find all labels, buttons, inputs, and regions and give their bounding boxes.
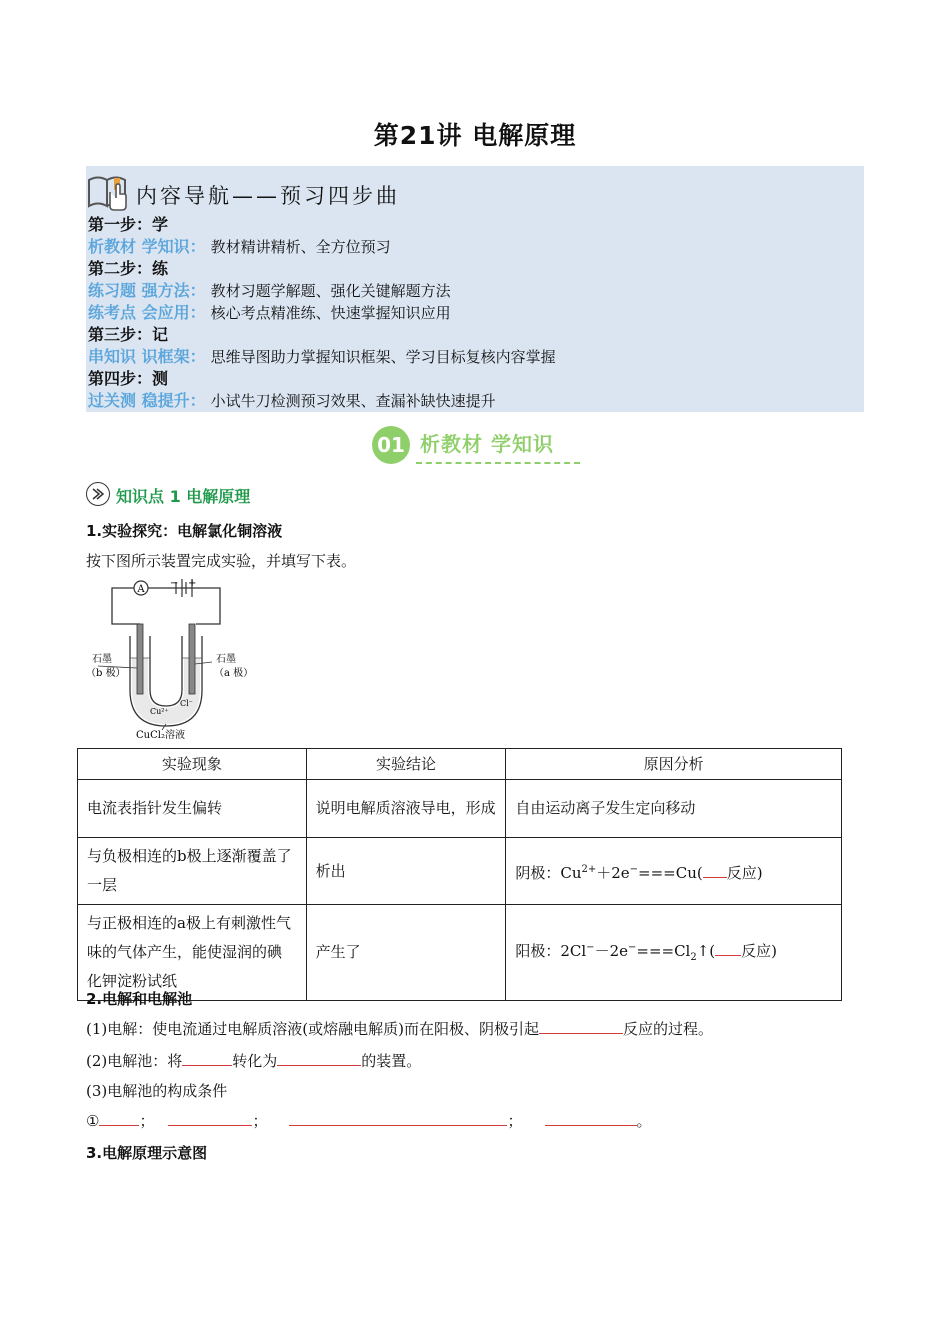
- section-1-heading: 1.实验探究：电解氯化铜溶液: [86, 522, 283, 540]
- section-2-item-2: [86, 1050, 421, 1071]
- table-row: [78, 780, 842, 838]
- cathode-eq-suffix: 反应): [726, 863, 763, 882]
- answer-blank[interactable]: [703, 863, 727, 878]
- item-4-marker: ①: [86, 1112, 100, 1130]
- step-3-item-highlight: 串知识 识框架：: [88, 347, 206, 366]
- step-2-label: 第二步：练: [88, 259, 169, 278]
- answer-blank[interactable]: [715, 941, 741, 956]
- page-title: 第21讲 电解原理: [373, 121, 577, 150]
- table-cell: 与负极相连的b极上逐渐覆盖了一层: [78, 838, 307, 905]
- nav-header: [86, 172, 864, 212]
- cathode-eq-prefix: 阴极：Cu: [515, 863, 582, 882]
- anode-eq-product: ===Cl: [636, 942, 691, 960]
- table-cell: 自由运动离子发生定向移动: [506, 780, 842, 838]
- table-header-cell: 实验现象: [78, 749, 307, 780]
- section-2-heading: 2.电解和电解池: [86, 990, 193, 1008]
- answer-blank[interactable]: [99, 1111, 139, 1126]
- graphite-electrode-b: [137, 624, 143, 694]
- anode-eq-prefix: 阳极：2Cl: [515, 942, 587, 960]
- cathode-eq-charge: 2+: [581, 863, 597, 875]
- anode-eq-arrow: ↑(: [696, 942, 716, 960]
- cathode-eq-mid: ＋2e: [596, 863, 630, 882]
- cathode-eq-product: ===Cu(: [638, 863, 703, 882]
- table-cell: 电流表指针发生偏转: [78, 780, 307, 838]
- step-2-item-a: [88, 280, 451, 302]
- table-cell: [506, 905, 842, 1001]
- table-cell: 说明电解质溶液导电，形成: [306, 780, 506, 838]
- battery-plus-label: +: [188, 578, 197, 589]
- step-3-item: [88, 346, 556, 368]
- cl-ion-label: Cl⁻: [180, 699, 193, 708]
- left-electrode-label-1: 石墨: [92, 654, 112, 665]
- cathode-eq-electron-charge: −: [629, 863, 639, 875]
- answer-blank[interactable]: [539, 1019, 623, 1034]
- step-4-label: 第四步：测: [88, 369, 169, 388]
- banner-number: 01: [372, 426, 410, 464]
- experiment-table: [77, 748, 842, 1001]
- left-electrode-label-2: （b 极）: [86, 668, 126, 679]
- table-header-cell: 实验结论: [306, 749, 506, 780]
- answer-blank[interactable]: [277, 1051, 361, 1066]
- step-2-item-b-desc: 核心考点精准练、快速掌握知识应用: [210, 304, 451, 322]
- item-2-suffix: 的装置。: [361, 1052, 422, 1070]
- anode-eq-charge: −: [586, 942, 595, 953]
- item-4-separator: ；: [507, 1112, 523, 1130]
- item-2-mid: 转化为: [232, 1052, 278, 1070]
- battery-minus-label: −: [170, 578, 179, 589]
- answer-blank[interactable]: [289, 1111, 507, 1126]
- answer-blank[interactable]: [182, 1051, 232, 1066]
- table-header-row: [78, 749, 842, 780]
- step-2-item-b-highlight: 练考点 会应用：: [88, 303, 206, 322]
- ammeter-label: A: [137, 584, 145, 595]
- table-header-cell: 原因分析: [506, 749, 842, 780]
- step-3-label: 第三步：记: [88, 325, 169, 344]
- item-4-separator: ；: [252, 1112, 268, 1130]
- item-1-suffix: 反应的过程。: [622, 1020, 713, 1038]
- answer-blank[interactable]: [545, 1111, 637, 1126]
- step-1-label: 第一步：学: [88, 215, 169, 234]
- item-4-end: 。: [636, 1112, 652, 1130]
- step-4-item: [88, 390, 496, 412]
- step-1-item-highlight: 析教材 学知识：: [88, 237, 206, 256]
- nav-title: 内容导航——预习四步曲: [136, 184, 400, 208]
- graphite-electrode-a: [189, 624, 195, 694]
- electrolysis-apparatus-diagram: [86, 578, 266, 744]
- anode-eq-subscript: 2: [690, 952, 697, 963]
- book-pointer-icon: [86, 172, 132, 216]
- cu-ion-label: Cu²⁺: [150, 707, 169, 716]
- ammeter-icon: [134, 581, 148, 595]
- banner-text: 析教材 学知识: [420, 432, 554, 456]
- section-2-item-4: [86, 1110, 652, 1131]
- answer-blank[interactable]: [168, 1111, 252, 1126]
- step-1-item-desc: 教材精讲精析、全方位预习: [210, 238, 391, 256]
- step-4-item-desc: 小试牛刀检测预习效果、查漏补缺快速提升: [210, 392, 496, 410]
- item-4-separator: ；: [139, 1112, 155, 1130]
- content-navigation-box: [86, 166, 864, 412]
- step-3-item-desc: 思维导图助力掌握知识框架、学习目标复核内容掌握: [210, 348, 556, 366]
- section-1-intro: 按下图所示装置完成实验，并填写下表。: [86, 552, 357, 570]
- table-cell: [506, 838, 842, 905]
- item-2-prefix: (2)电解池：将: [86, 1052, 183, 1070]
- step-2-item-a-highlight: 练习题 强方法：: [88, 281, 206, 300]
- table-cell: 析出: [306, 838, 506, 905]
- table-row: [78, 905, 842, 1001]
- anode-eq-suffix: 反应): [741, 942, 778, 960]
- banner-dashed-underline: [416, 462, 580, 464]
- step-2-item-a-desc: 教材习题学解题、强化关键解题方法: [210, 282, 451, 300]
- anode-eq-mid: －2e: [594, 942, 628, 960]
- right-electrode-label-1: 石墨: [216, 654, 236, 665]
- table-cell: 产生了: [306, 905, 506, 1001]
- step-2-item-b: [88, 302, 451, 324]
- double-chevron-circle-icon: [86, 482, 110, 506]
- anode-eq-electron-charge: −: [627, 942, 637, 953]
- section-2-item-3: (3)电解池的构成条件: [86, 1082, 228, 1100]
- item-1-prefix: (1)电解：使电流通过电解质溶液(或熔融电解质)而在阳极、阴极引起: [86, 1020, 539, 1038]
- section-banner: [372, 424, 582, 466]
- knowledge-point-title: 知识点 1 电解原理: [116, 487, 251, 506]
- section-3-heading: 3.电解原理示意图: [86, 1144, 208, 1162]
- section-2-item-1: [86, 1018, 713, 1039]
- table-row: [78, 838, 842, 905]
- right-electrode-label-2: （a 极）: [214, 668, 254, 679]
- step-1-item: [88, 236, 391, 258]
- step-4-item-highlight: 过关测 稳提升：: [88, 391, 206, 410]
- solution-label: CuCl₂溶液: [136, 730, 185, 740]
- table-cell: 与正极相连的a极上有刺激性气味的气体产生，能使湿润的碘化钾淀粉试纸: [78, 905, 307, 1001]
